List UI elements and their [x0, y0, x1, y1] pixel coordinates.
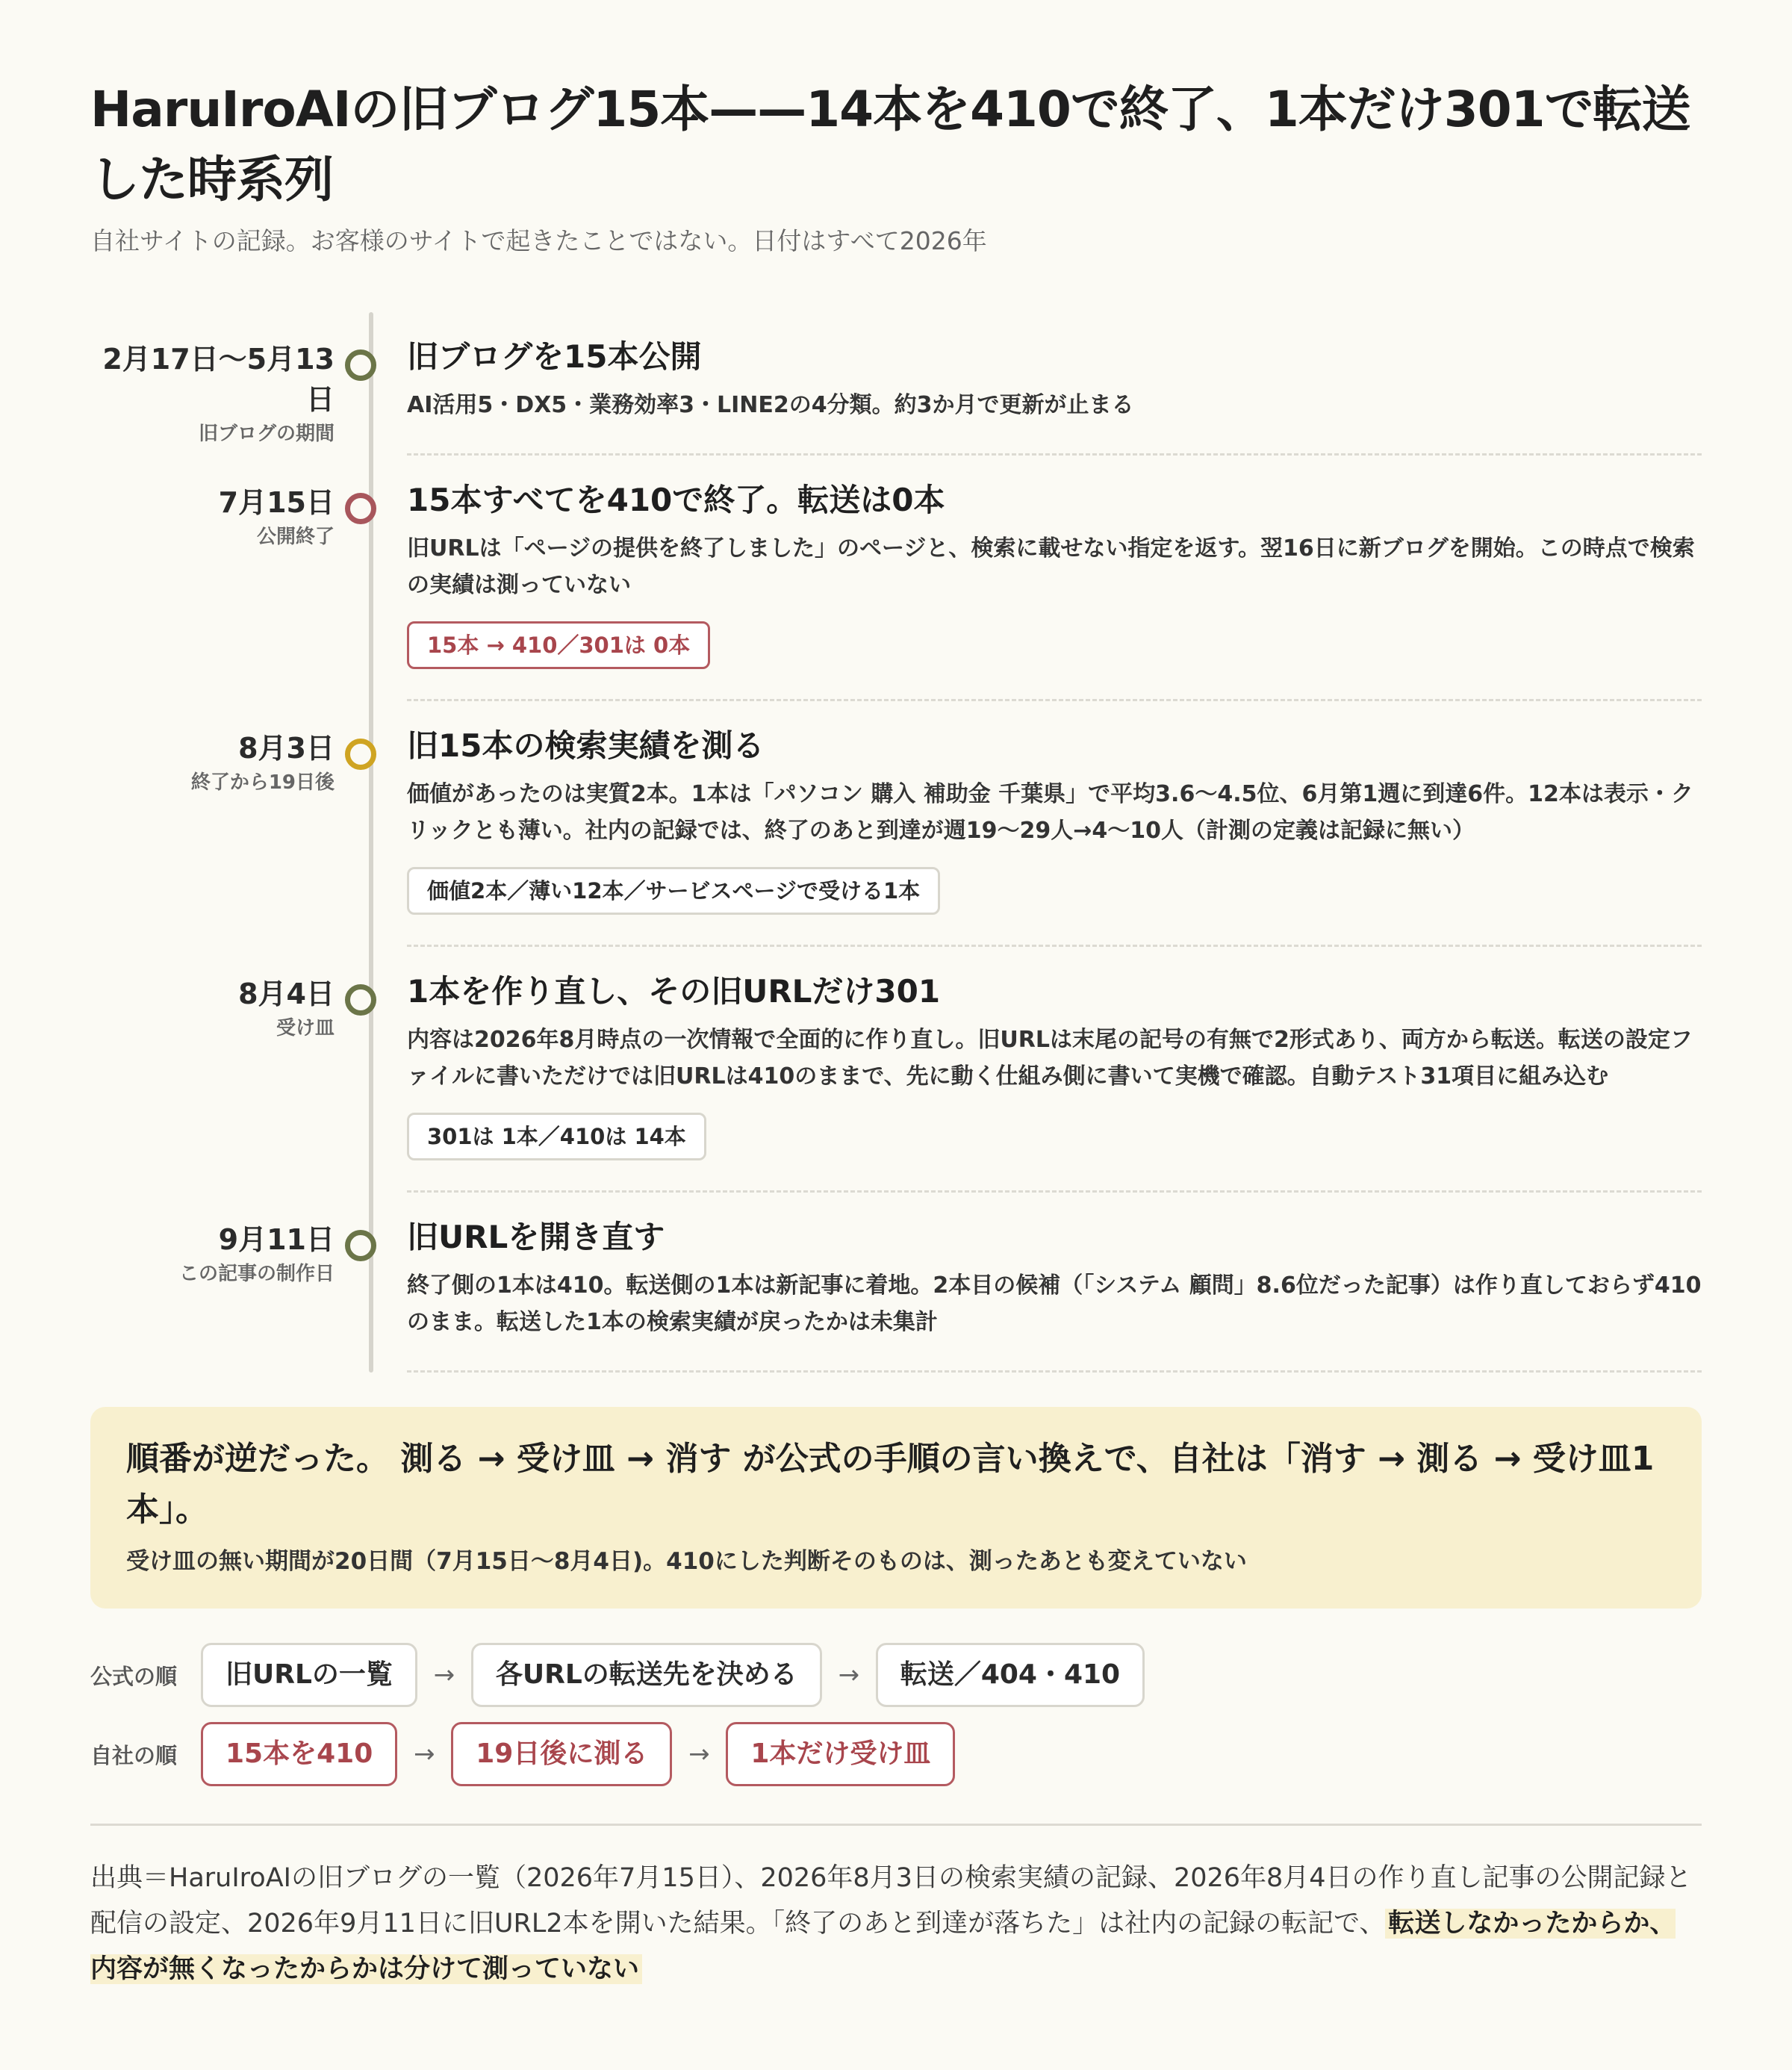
- summary-callout: [90, 1407, 1702, 1609]
- flow-step: 旧URLの一覧: [201, 1643, 417, 1707]
- timeline-dot-icon: [345, 349, 376, 381]
- entry-date-note: 公開終了: [256, 526, 335, 548]
- entry-tag: 価値2本／薄い12本／サービスページで受ける1本: [407, 867, 940, 915]
- entry-date: 8月4日: [238, 978, 335, 1010]
- entry-content: [407, 1193, 1702, 1373]
- timeline-dot-icon: [345, 1230, 376, 1261]
- entry-date-column: [90, 1219, 335, 1287]
- flow-step: 各URLの転送先を決める: [471, 1643, 822, 1707]
- callout-main-text: 順番が逆だった。 測る → 受け皿 → 消す が公式の手順の言い換えで、自社は「消す → 測る → 受け皿1本」。: [126, 1440, 1655, 1529]
- timeline-entry: [90, 312, 1702, 456]
- arrow-right-icon: →: [838, 1660, 860, 1690]
- timeline-entry: [90, 947, 1702, 1193]
- divider: [90, 1824, 1702, 1826]
- process-comparison: [90, 1643, 1702, 1786]
- entry-date-note: 旧ブログの期間: [198, 423, 335, 445]
- page-subtitle: 自社サイトの記録。お客様のサイトで起きたことではない。日付はすべて2026年: [90, 226, 987, 255]
- source-note: [90, 1856, 1702, 1992]
- entry-title: 旧URLを開き直す: [407, 1219, 665, 1255]
- entry-date-column: [90, 482, 335, 550]
- entry-date: 9月11日: [218, 1223, 335, 1256]
- entry-date: 2月17日〜5月13日: [102, 343, 335, 416]
- source-text: 出典＝HaruIroAIの旧ブログの一覧（2026年7月15日）、2026年8月3日の検索実績の記録、2026年8月4日の作り直し記事の公開記録と配信の設定、2026年9月11日に旧URL2本を開いた結果。「終了のあと到達が落ちた」は社内の記録の転記で、: [90, 1863, 1692, 1939]
- entry-date-column: [90, 974, 335, 1041]
- entry-date-column: [90, 728, 335, 795]
- flow-label: 自社の順: [90, 1742, 178, 1768]
- entry-description: AI活用5・DX5・業務効率3・LINE2の4分類。約3か月で更新が止まる: [407, 392, 1134, 418]
- flow-row-ours: [90, 1722, 1702, 1786]
- flow-step: 転送／404・410: [876, 1643, 1145, 1707]
- timeline-dot-icon: [345, 493, 376, 524]
- arrow-right-icon: →: [433, 1660, 455, 1690]
- entry-description: 内容は2026年8月時点の一次情報で全面的に作り直し。旧URLは末尾の記号の有無で2形式あり、両方から転送。転送の設定ファイルに書いただけでは旧URLは410のままで、先に動く仕組み側に書いて実機で確認。自動テスト31項目に組み込む: [407, 1027, 1693, 1090]
- entry-content: [407, 456, 1702, 701]
- entry-tag: 301は 1本／410は 14本: [407, 1113, 706, 1160]
- arrow-right-icon: →: [414, 1739, 435, 1769]
- flow-step: 19日後に測る: [451, 1722, 672, 1786]
- entry-description: 終了側の1本は410。転送側の1本は新記事に着地。2本目の候補（「システム 顧問」8.6位だった記事）は作り直しておらず410のまま。転送した1本の検索実績が戻ったかは未集計: [407, 1272, 1702, 1335]
- timeline-dot-icon: [345, 984, 376, 1016]
- source-highlight: 転送しなかったからか、内容が無くなったからかは分けて測っていない: [90, 1909, 1676, 1984]
- callout-sub-text: 受け皿の無い期間が20日間（7月15日〜8月4日)。410にした判断そのものは、測ったあとも変えていない: [126, 1548, 1247, 1575]
- timeline-entry: [90, 456, 1702, 701]
- entry-description: 価値があったのは実質2本。1本は「パソコン 購入 補助金 千葉県」で平均3.6〜4.5位、6月第1週に到達6件。12本は表示・クリックとも薄い。社内の記録では、終了のあと到達が週19〜29人→4〜10人（計測の定義は記録に無い）: [407, 781, 1693, 844]
- flow-step: 1本だけ受け皿: [726, 1722, 955, 1786]
- entry-content: [407, 701, 1702, 947]
- entry-tag: 15本 → 410／301は 0本: [407, 621, 710, 669]
- timeline: [90, 312, 1702, 1373]
- entry-date-note: 終了から19日後: [190, 771, 335, 794]
- timeline-dot-icon: [345, 739, 376, 770]
- entry-date: 8月3日: [238, 732, 335, 765]
- page-title: HaruIroAIの旧ブログ15本——14本を410で終了、1本だけ301で転送した時系列: [90, 81, 1690, 208]
- entry-content: [407, 312, 1702, 456]
- arrow-right-icon: →: [688, 1739, 710, 1769]
- entry-title: 15本すべてを410で終了。転送は0本: [407, 482, 945, 518]
- entry-title: 1本を作り直し、その旧URLだけ301: [407, 973, 941, 1010]
- flow-step: 15本を410: [201, 1722, 397, 1786]
- flow-label: 公式の順: [90, 1663, 178, 1689]
- entry-date: 7月15日: [218, 486, 335, 519]
- entry-content: [407, 947, 1702, 1193]
- entry-date-note: この記事の制作日: [178, 1263, 335, 1285]
- timeline-entry: [90, 1193, 1702, 1373]
- entry-date-column: [90, 339, 335, 447]
- entry-date-note: 受け皿: [276, 1017, 335, 1039]
- entry-title: 旧15本の検索実績を測る: [407, 727, 765, 764]
- entry-description: 旧URLは「ページの提供を終了しました」のページと、検索に載せない指定を返す。翌16日に新ブログを開始。この時点で検索の実績は測っていない: [407, 535, 1695, 598]
- entry-title: 旧ブログを15本公開: [407, 338, 702, 375]
- timeline-entry: [90, 701, 1702, 947]
- flow-row-official: [90, 1643, 1702, 1707]
